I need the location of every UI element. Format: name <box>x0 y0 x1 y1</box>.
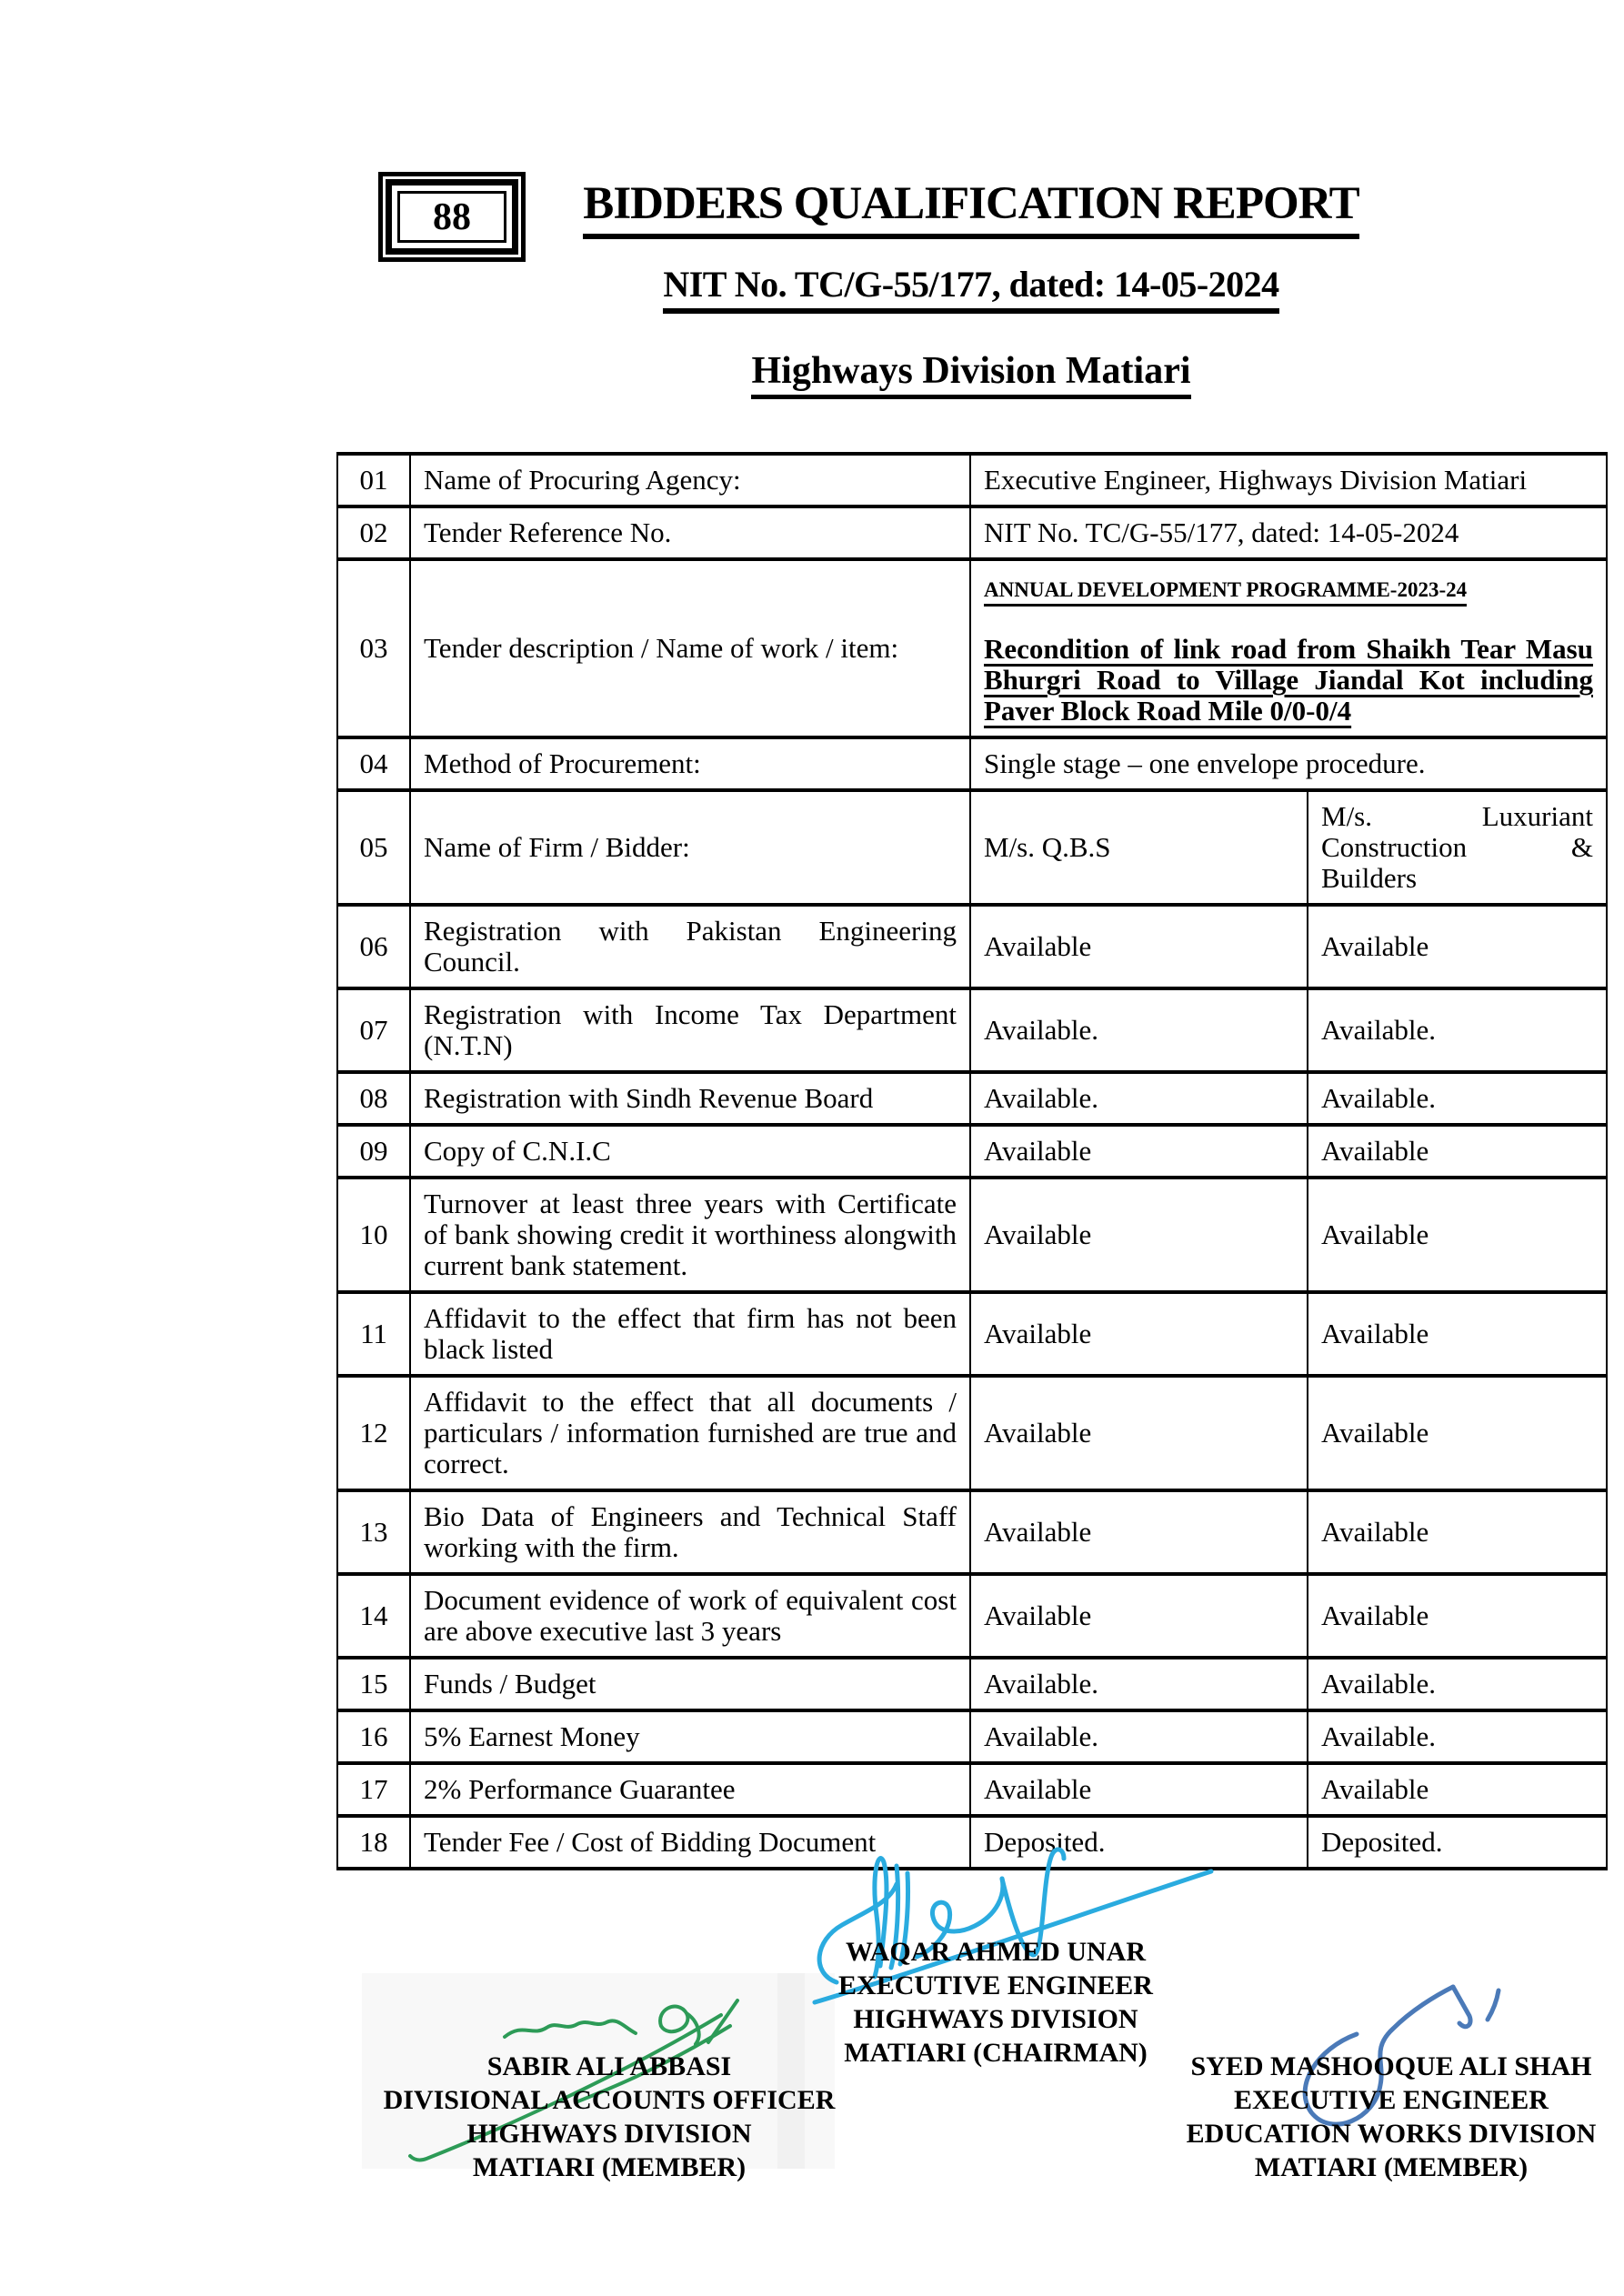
row-number: 16 <box>337 1710 410 1763</box>
table-row <box>337 1710 1607 1763</box>
signatory-role: MATIARI (CHAIRMAN) <box>844 2038 1148 2068</box>
table-row <box>337 905 1607 988</box>
nit-subtitle: NIT No. TC/G-55/177, dated: 14-05-2024 <box>663 266 1278 314</box>
bidder2-value: Available <box>1308 1490 1607 1574</box>
bidder1-value: Available. <box>970 1658 1308 1710</box>
report-title: BIDDERS QUALIFICATION REPORT <box>583 180 1358 239</box>
row-label: Copy of C.N.I.C <box>410 1125 970 1178</box>
signatory-role: MATIARI (MEMBER) <box>1254 2152 1529 2182</box>
table-row <box>337 559 1607 737</box>
row-label: Funds / Budget <box>410 1658 970 1710</box>
table-row <box>337 1292 1607 1376</box>
row-number: 08 <box>337 1072 410 1125</box>
bidder2-value: Available. <box>1308 1658 1607 1710</box>
signatory-name: SABIR ALI ABBASI <box>486 2051 732 2081</box>
chairman-signature-block <box>791 1935 1200 2070</box>
table-row <box>337 1376 1607 1490</box>
table-row <box>337 988 1607 1072</box>
row-number: 06 <box>337 905 410 988</box>
row-label: Affidavit to the effect that all documents / particulars / information furnished are true and correct. <box>410 1376 970 1490</box>
bidder1-value: M/s. Q.B.S <box>970 790 1308 905</box>
bidder1-value: Available. <box>970 988 1308 1072</box>
work-description: Recondition of link road from Shaikh Tear Masu Bhurgri Road to Village Jiandal Kot including Paver Block Road Mile 0/0-0/4 <box>984 633 1593 727</box>
bidder1-value: Available <box>970 1574 1308 1658</box>
table-row <box>337 1574 1607 1658</box>
table-row <box>337 1658 1607 1710</box>
row-label: Tender description / Name of work / item: <box>410 559 970 737</box>
bidder1-value: Available <box>970 1125 1308 1178</box>
row-number: 12 <box>337 1376 410 1490</box>
row-number: 02 <box>337 506 410 559</box>
signatory-division: HIGHWAYS DIVISION <box>466 2119 752 2149</box>
table-row <box>337 737 1607 790</box>
row-number: 01 <box>337 454 410 506</box>
bidder2-value: Available <box>1308 1125 1607 1178</box>
row-number: 03 <box>337 559 410 737</box>
bidder2-value: Available. <box>1308 1072 1607 1125</box>
row-value: Executive Engineer, Highways Division Matiari <box>970 454 1607 506</box>
bidder1-value: Available. <box>970 1710 1308 1763</box>
bidder2-value: M/s. Luxuriant Construction & Builders <box>1308 790 1607 905</box>
row-label: Document evidence of work of equivalent cost are above executive last 3 years <box>410 1574 970 1658</box>
bidder1-value: Available <box>970 905 1308 988</box>
bidder2-value: Available <box>1308 905 1607 988</box>
bidder1-value: Available <box>970 1376 1308 1490</box>
row-number: 14 <box>337 1574 410 1658</box>
signatory-title: DIVISIONAL ACCOUNTS OFFICER <box>383 2085 836 2115</box>
row-number: 09 <box>337 1125 410 1178</box>
signatory-title: EXECUTIVE ENGINEER <box>838 1970 1153 2000</box>
member-right-signature-block <box>1164 2050 1619 2184</box>
division-title: Highways Division Matiari <box>751 351 1190 399</box>
bidder2-value: Available <box>1308 1574 1607 1658</box>
bidder1-value: Available <box>970 1178 1308 1292</box>
row-value <box>970 559 1607 737</box>
bidder2-value: Available <box>1308 1376 1607 1490</box>
division-title-row <box>336 351 1606 399</box>
bidder1-value: Available <box>970 1490 1308 1574</box>
row-label: Tender Reference No. <box>410 506 970 559</box>
bidder1-value: Available. <box>970 1072 1308 1125</box>
signatory-role: MATIARI (MEMBER) <box>472 2152 747 2182</box>
row-number: 18 <box>337 1816 410 1869</box>
bidder1-value: Deposited. <box>970 1816 1308 1869</box>
signatory-title: EXECUTIVE ENGINEER <box>1234 2085 1549 2115</box>
row-number: 10 <box>337 1178 410 1292</box>
row-label: Registration with Sindh Revenue Board <box>410 1072 970 1125</box>
row-label: 5% Earnest Money <box>410 1710 970 1763</box>
bidder2-value: Available. <box>1308 1710 1607 1763</box>
bidders-qualification-table <box>336 452 1608 1870</box>
signatory-name: WAQAR AHMED UNAR <box>846 1937 1146 1967</box>
row-label: 2% Performance Guarantee <box>410 1763 970 1816</box>
row-value: Single stage – one envelope procedure. <box>970 737 1607 790</box>
row-label: Name of Firm / Bidder: <box>410 790 970 905</box>
table-row <box>337 1816 1607 1869</box>
row-number: 13 <box>337 1490 410 1574</box>
nit-subtitle-row <box>336 266 1606 314</box>
table-row <box>337 1072 1607 1125</box>
page-number: 88 <box>397 191 506 243</box>
row-label: Tender Fee / Cost of Bidding Document <box>410 1816 970 1869</box>
table-row <box>337 506 1607 559</box>
row-number: 04 <box>337 737 410 790</box>
row-number: 17 <box>337 1763 410 1816</box>
row-label: Turnover at least three years with Certificate of bank showing credit it worthiness alongwith current bank statement. <box>410 1178 970 1292</box>
bidder1-value: Available <box>970 1292 1308 1376</box>
table-row <box>337 1490 1607 1574</box>
signatory-division: HIGHWAYS DIVISION <box>853 2004 1138 2034</box>
table-row <box>337 1125 1607 1178</box>
bidder2-value: Available <box>1308 1292 1607 1376</box>
bidder2-value: Available. <box>1308 988 1607 1072</box>
programme-heading: ANNUAL DEVELOPMENT PROGRAMME-2023-24 <box>984 578 1467 607</box>
row-number: 11 <box>337 1292 410 1376</box>
table-row <box>337 790 1607 905</box>
table-row <box>337 1763 1607 1816</box>
table-row <box>337 1178 1607 1292</box>
row-number: 05 <box>337 790 410 905</box>
row-label: Registration with Pakistan Engineering Council. <box>410 905 970 988</box>
table-row <box>337 454 1607 506</box>
row-number: 15 <box>337 1658 410 1710</box>
bidder2-value: Available <box>1308 1178 1607 1292</box>
signatory-name: SYED MASHOOQUE ALI SHAH <box>1190 2051 1592 2081</box>
row-label: Affidavit to the effect that firm has not been black listed <box>410 1292 970 1376</box>
row-label: Bio Data of Engineers and Technical Staff working with the firm. <box>410 1490 970 1574</box>
bidder2-value: Deposited. <box>1308 1816 1607 1869</box>
row-label: Registration with Income Tax Department (N.T.N) <box>410 988 970 1072</box>
row-value: NIT No. TC/G-55/177, dated: 14-05-2024 <box>970 506 1607 559</box>
row-label: Name of Procuring Agency: <box>410 454 970 506</box>
row-number: 07 <box>337 988 410 1072</box>
member-left-signature-block <box>382 2050 837 2184</box>
signatory-division: EDUCATION WORKS DIVISION <box>1186 2119 1597 2149</box>
row-label: Method of Procurement: <box>410 737 970 790</box>
report-title-row <box>336 180 1606 239</box>
bidder1-value: Available <box>970 1763 1308 1816</box>
bidder2-value: Available <box>1308 1763 1607 1816</box>
